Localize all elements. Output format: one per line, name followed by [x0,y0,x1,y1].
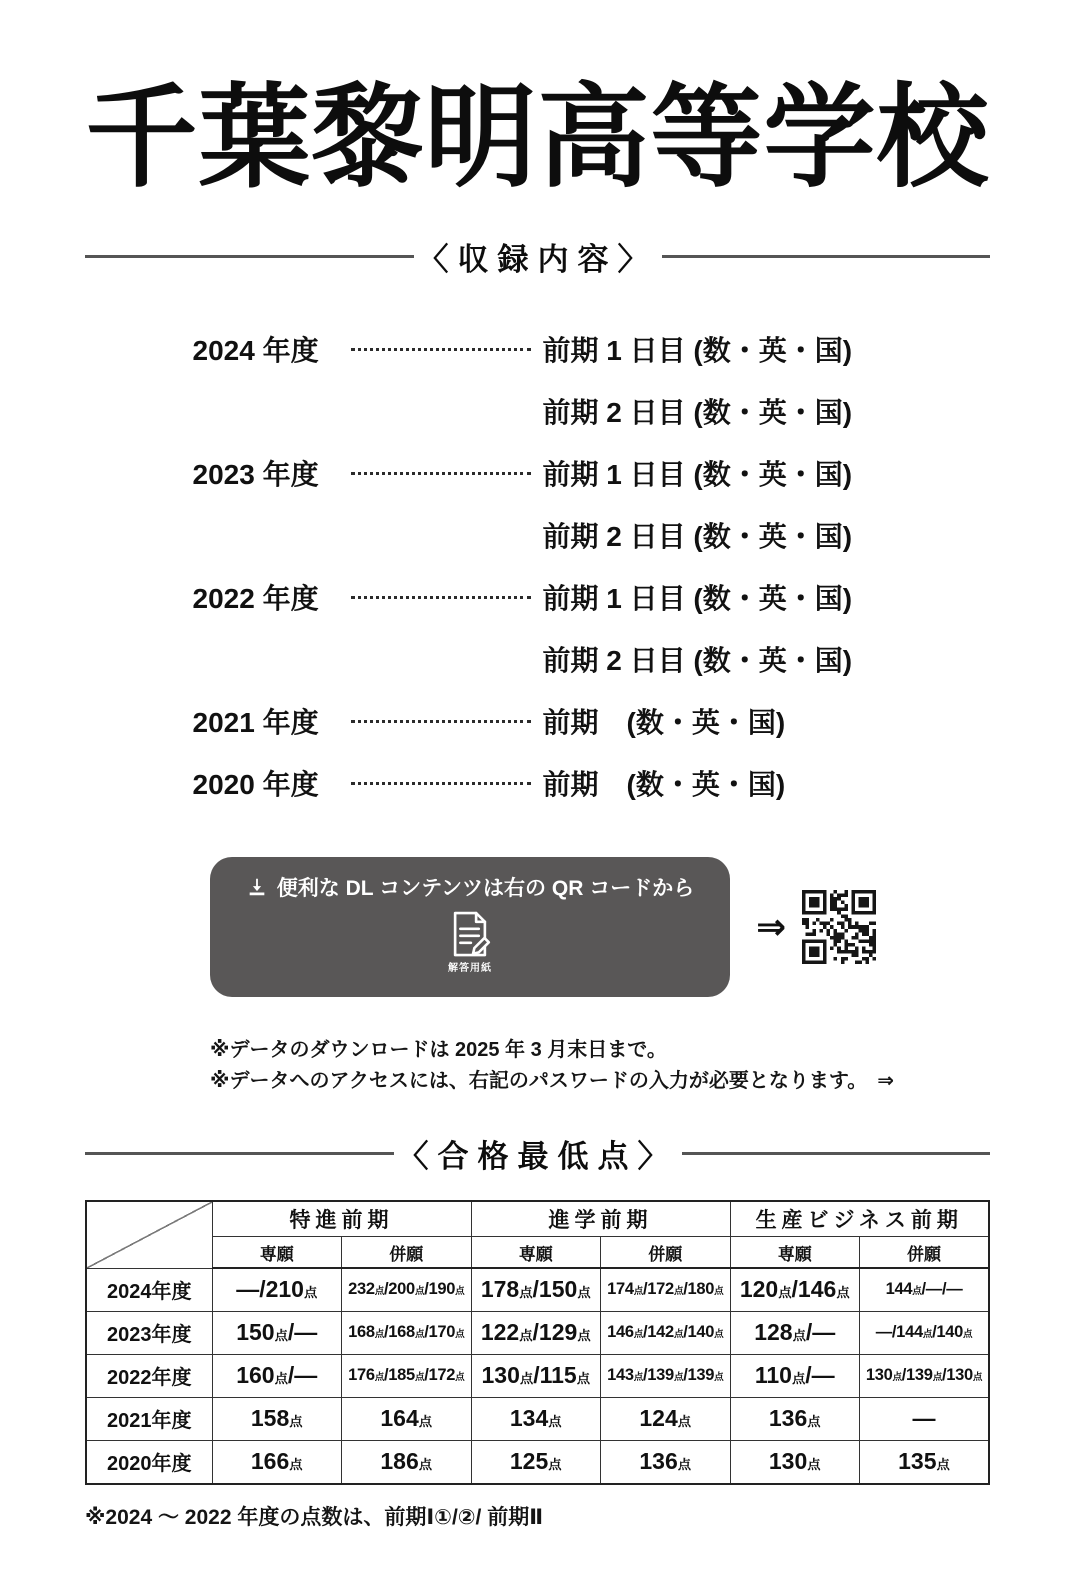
download-box-label: 便利な DL コンテンツは右の QR コードから [276,877,695,900]
contents-year: 2020 年度 [192,769,319,800]
rule-line [662,255,991,258]
score-cell: 110点/— [730,1354,860,1397]
note-line: ※データのダウンロードは 2025 年 3 月末日まで。 [210,1039,667,1061]
score-cell: 232点/200点/190点 [342,1268,472,1311]
dotted-leader [351,348,531,351]
download-row [210,857,990,997]
score-cell: 136点 [601,1440,731,1484]
contents-entry: 前期 2 日目 (数・英・国) [542,397,853,428]
table-row [86,1354,989,1397]
table-row [86,1311,989,1354]
score-cell: 144点/—/— [860,1268,990,1311]
contents-row [193,641,883,677]
contents-list [193,331,883,801]
subheader-heigan: 併願 [860,1237,990,1269]
download-box [210,857,730,997]
rule-line [85,1152,394,1155]
contents-entry: 前期 (数・英・国) [542,707,786,738]
rule-line [682,1152,991,1155]
score-cell: 150点/— [212,1311,342,1354]
score-cell: —/144点/140点 [860,1311,990,1354]
score-cell: 143点/139点/139点 [601,1354,731,1397]
row-year: 2021年度 [86,1397,212,1440]
subheader-sengan: 専願 [212,1237,342,1269]
rule-line [85,255,414,258]
dotted-leader [351,596,531,599]
table-row [86,1397,989,1440]
score-cell: 136点 [730,1397,860,1440]
score-cell: 130点 [730,1440,860,1484]
document-pencil-icon [442,906,498,962]
arrow-right-icon: ⇒ [756,906,787,947]
contents-row [193,393,883,429]
score-cell: 122点/129点 [471,1311,601,1354]
document-icon-caption: 解答用紙 [448,963,492,974]
subheader-sengan: 専願 [730,1237,860,1269]
score-cell: 146点/142点/140点 [601,1311,731,1354]
qr-code [802,890,876,964]
download-icon [246,876,268,898]
table-row [86,1440,989,1484]
score-section-header [85,1131,990,1176]
contents-entry: 前期 1 日目 (数・英・国) [542,459,853,490]
score-cell: 178点/150点 [471,1268,601,1311]
contents-year: 2022 年度 [192,583,319,614]
page [0,68,1075,1531]
score-cell: 134点 [471,1397,601,1440]
contents-entry: 前期 2 日目 (数・英・国) [542,645,853,676]
score-cell: 164点 [342,1397,472,1440]
row-year: 2022年度 [86,1354,212,1397]
row-year: 2024年度 [86,1268,212,1311]
score-cell: 130点/115点 [471,1354,601,1397]
contents-year: 2021 年度 [192,707,319,738]
column-group-tokushin: 特進前期 [212,1201,471,1237]
dotted-leader [351,472,531,475]
score-cell: 160点/— [212,1354,342,1397]
score-cell: 130点/139点/130点 [860,1354,990,1397]
column-group-seisan-business: 生産ビジネス前期 [730,1201,989,1237]
contents-year: 2023 年度 [192,459,319,490]
contents-row [193,331,883,367]
score-cell: 128点/— [730,1311,860,1354]
score-cell: 158点 [212,1397,342,1440]
score-cell: 120点/146点 [730,1268,860,1311]
contents-heading: 〈収録内容〉 [417,242,658,277]
score-cell: 124点 [601,1397,731,1440]
contents-entry: 前期 2 日目 (数・英・国) [542,521,853,552]
dotted-leader [351,720,531,723]
score-cell: 186点 [342,1440,472,1484]
subheader-heigan: 併願 [342,1237,472,1269]
score-cell: 174点/172点/180点 [601,1268,731,1311]
score-cell: 166点 [212,1440,342,1484]
row-year: 2023年度 [86,1311,212,1354]
contents-entry: 前期 1 日目 (数・英・国) [542,583,853,614]
contents-year: 2024 年度 [192,335,319,366]
contents-row [193,579,883,615]
contents-entry: 前期 1 日目 (数・英・国) [542,335,853,366]
download-notes [210,1035,990,1097]
dotted-leader [351,782,531,785]
score-cell: —/210点 [212,1268,342,1311]
table-footnote: ※2024 〜 2022 年度の点数は、前期Ⅰ①/②/ 前期Ⅱ [85,1505,544,1529]
subheader-heigan: 併願 [601,1237,731,1269]
score-cell: 176点/185点/172点 [342,1354,472,1397]
contents-entry: 前期 (数・英・国) [542,769,786,800]
row-year: 2020年度 [86,1440,212,1484]
score-cell: — [860,1397,990,1440]
subheader-sengan: 専願 [471,1237,601,1269]
score-heading: 〈合格最低点〉 [397,1139,678,1174]
contents-row [193,455,883,491]
contents-section-header [85,234,990,279]
contents-row [193,517,883,553]
table-row [86,1268,989,1311]
score-cell: 135点 [860,1440,990,1484]
minimum-score-table [85,1200,990,1485]
page-title: 千葉黎明高等学校 [85,75,990,200]
table-corner-cell [86,1201,212,1268]
score-cell: 125点 [471,1440,601,1484]
contents-row [193,703,883,739]
column-group-shingaku: 進学前期 [471,1201,730,1237]
score-cell: 168点/168点/170点 [342,1311,472,1354]
note-line: ※データへのアクセスには、右記のパスワードの入力が必要となります。 ⇒ [210,1070,895,1092]
contents-row [193,765,883,801]
